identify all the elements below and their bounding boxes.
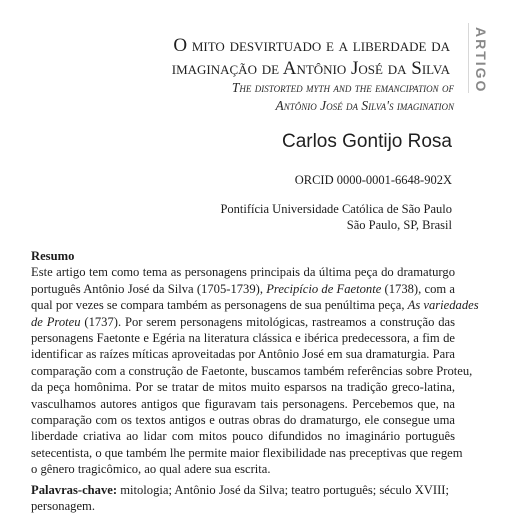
title-line: O mito desvirtuado e a liberdade da [173, 35, 450, 56]
abstract-line: identificar as raízes míticas aproveitadas por Antônio José em sua dramaturgia. Para [31, 347, 455, 362]
abstract-line: setecentista, o que também lhe permite maior flexibilidade nas preceptivas que regem [31, 445, 463, 460]
author-name: Carlos Gontijo Rosa [281, 131, 452, 152]
section-tab [468, 23, 509, 93]
section-tab-label: ARTIGO [473, 27, 489, 94]
article-title-english [34, 79, 454, 115]
orcid-id: ORCID 0000-0001-6648-902X [294, 173, 452, 187]
abstract-line: liberdade criativa ao lidar com mitos pouco difundidos no imaginário português [31, 429, 455, 444]
subtitle-line: The distorted myth and the emancipation of [231, 80, 454, 95]
abstract-line: comparação com a construção de Faetonte, buscamos também referências sobre Proteu, [31, 363, 473, 378]
keywords-text: mitologia; Antônio José da Silva; teatro português; século XVIII; [117, 482, 449, 497]
keywords [31, 482, 455, 515]
affiliation-location: São Paulo, SP, Brasil [346, 217, 452, 232]
article-title [30, 34, 450, 80]
keywords-label: Palavras-chave: [31, 482, 118, 497]
abstract-line: vasculhamos autores antigos que figuravam tais personagens. Percebemos que, na [31, 396, 455, 411]
abstract-line: qual por vezes se compara também as personagens de sua penúltima peça, As variedades [31, 298, 479, 313]
abstract-line: personagens Faetonte e Egéria na literatura clássica e ibérica predecessora, a fim de [31, 331, 455, 346]
abstract-line: Este artigo tem como tema as personagens principais da última peça do dramaturgo [31, 265, 455, 280]
abstract-line: o gênero tragicômico, ao qual adere sua escrita. [31, 462, 271, 477]
abstract-line: comparação com os textos antigos e outras obras do dramaturgo, ele consegue uma [31, 413, 455, 428]
subtitle-line: Antônio José da Silva's imagination [275, 98, 454, 113]
abstract-body [31, 264, 479, 477]
keywords-line [31, 482, 455, 498]
keywords-line: personagem. [31, 499, 95, 514]
title-line: imaginação de Antônio José da Silva [171, 58, 450, 79]
abstract-line: da peça homônima. Por se tratar de mitos muito esparsos na tradição greco-latina, [31, 380, 455, 395]
abstract-line: de Proteu (1737). Por serem personagens mitológicas, rastreamos a construção das [31, 314, 456, 329]
affiliation [220, 202, 452, 233]
abstract-heading: Resumo [31, 249, 75, 263]
abstract-line: português Antônio José da Silva (1705-1739), Precipício de Faetonte (1738), com a [31, 281, 455, 296]
abstract-section [31, 248, 479, 515]
affiliation-institution: Pontifícia Universidade Católica de São Paulo [220, 202, 452, 216]
